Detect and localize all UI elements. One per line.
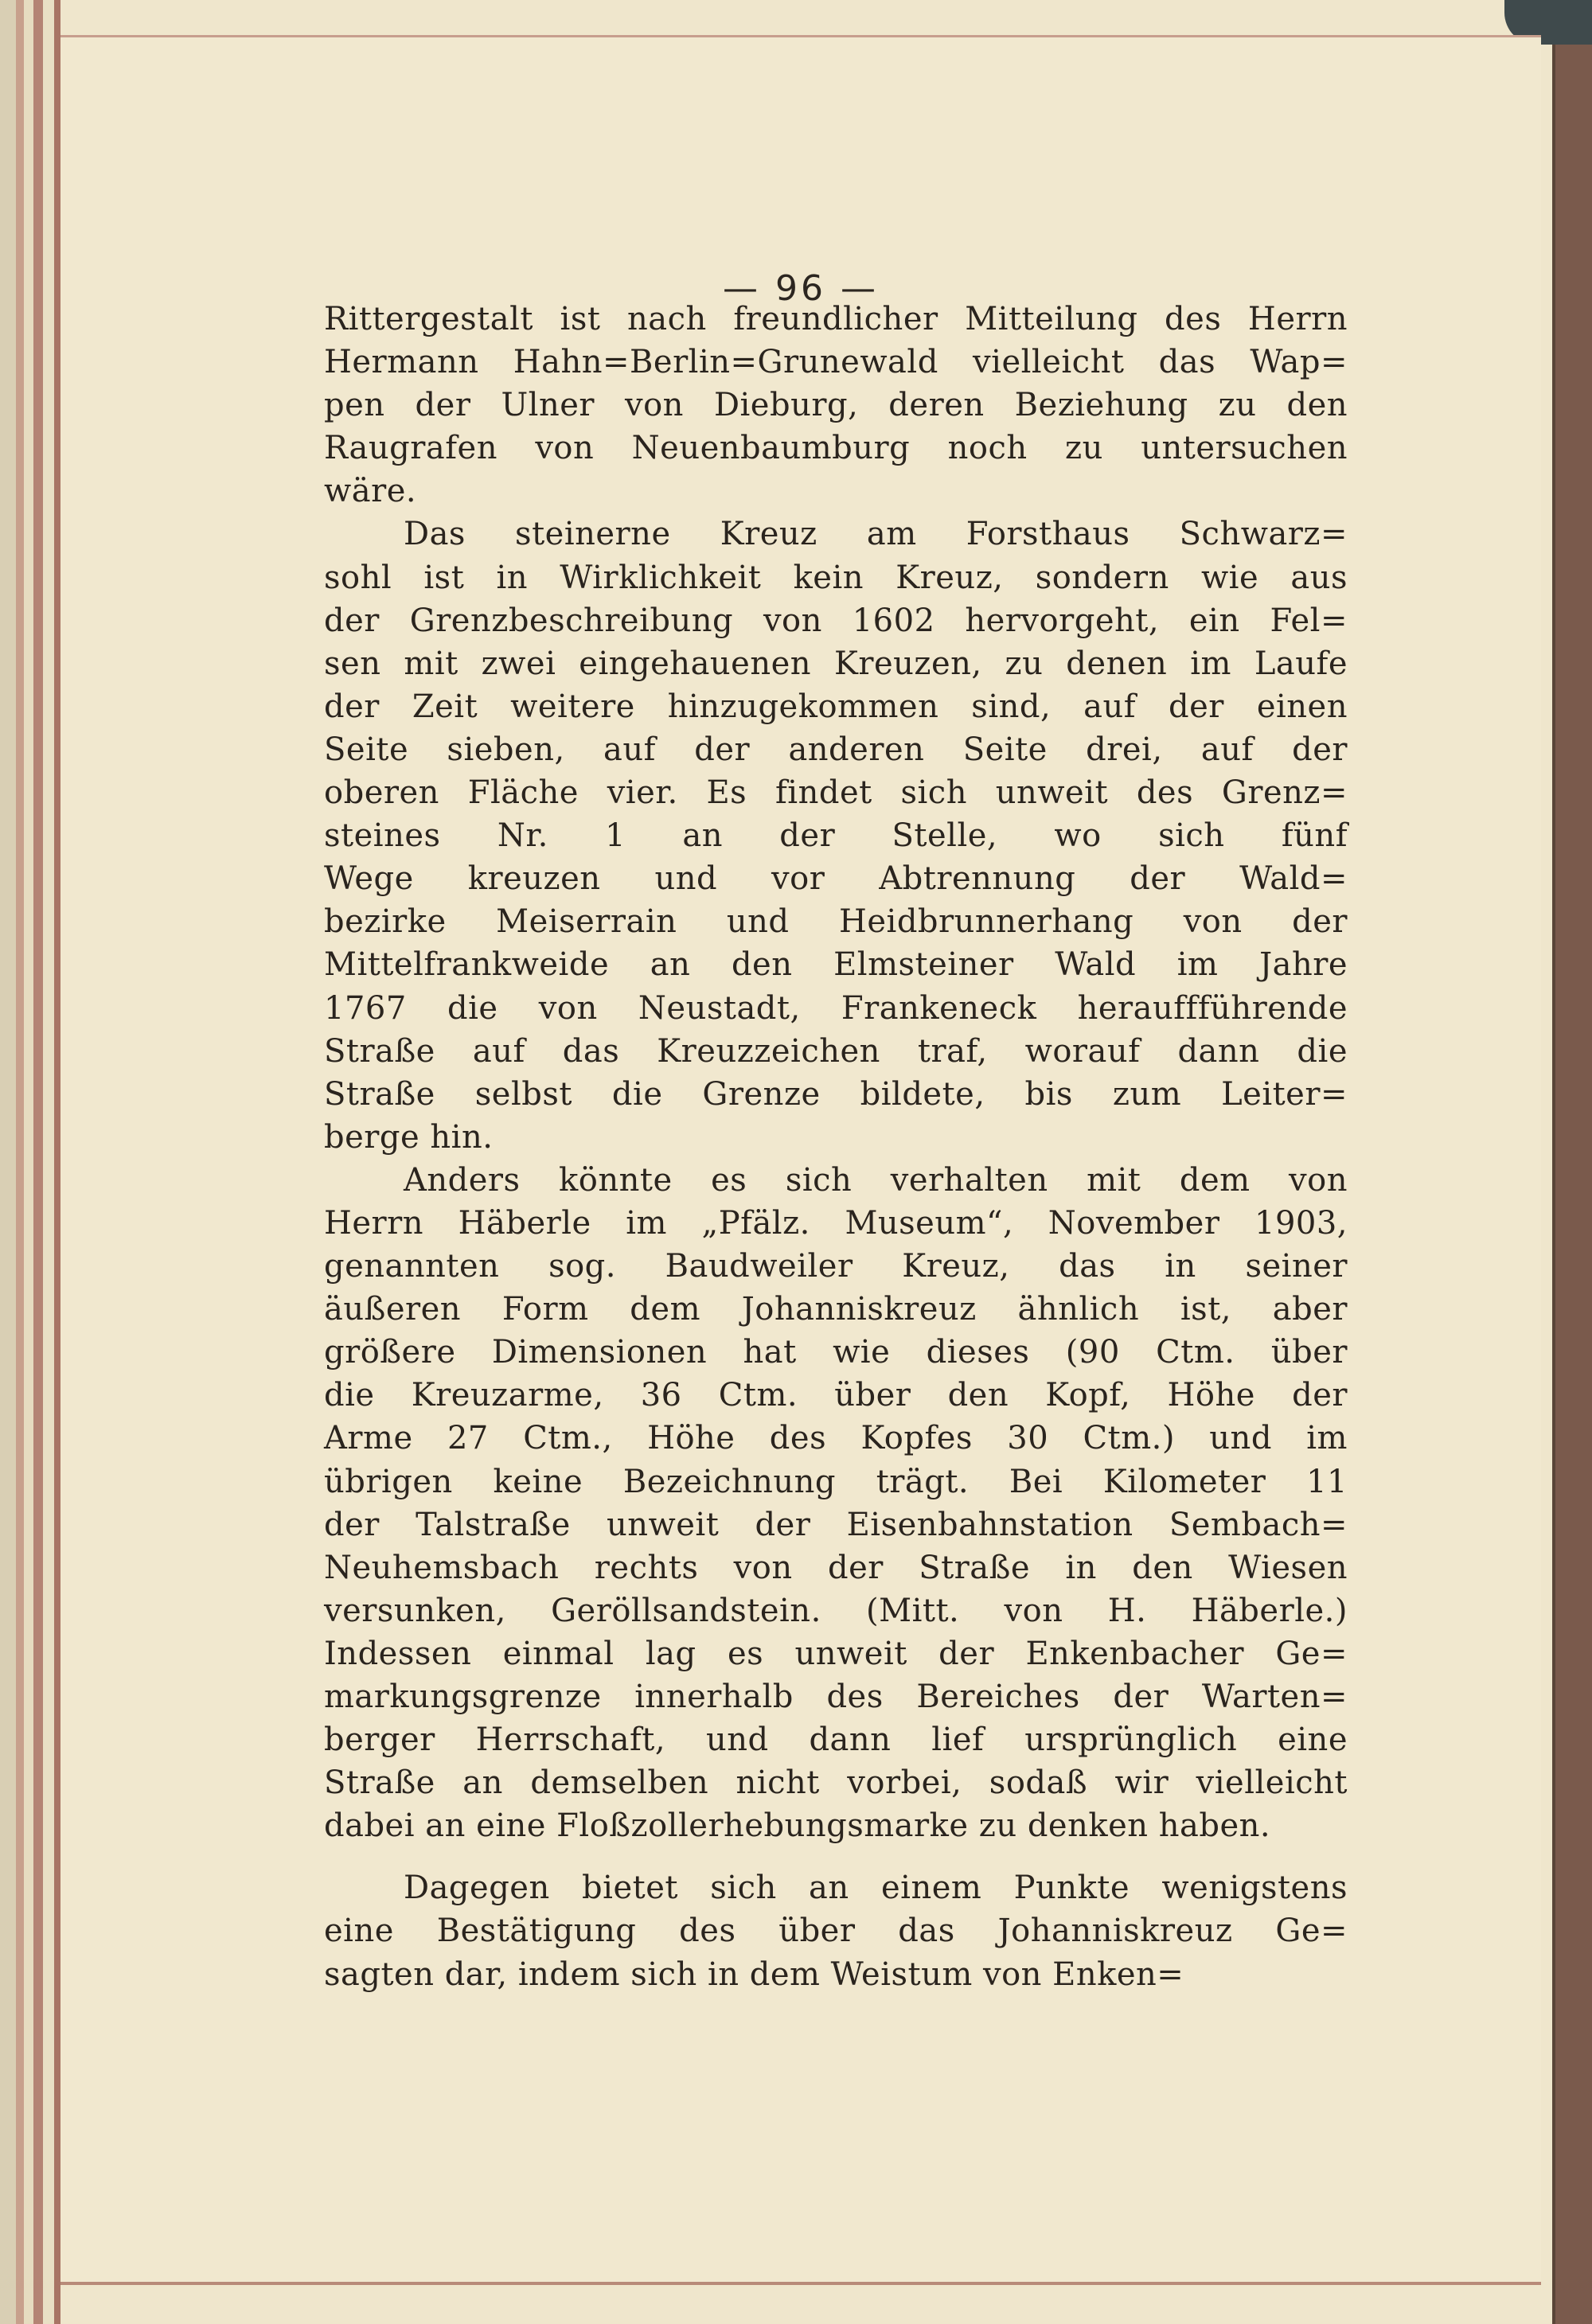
text-line: wäre. <box>324 473 417 510</box>
text-line: äußeren Form dem Johanniskreuz ähnlich ist, aber <box>324 1291 1348 1328</box>
book-edge-layer <box>16 0 24 2324</box>
paragraph <box>324 513 1348 1158</box>
text-line: der Grenzbeschreibung von 1602 hervorgeht, ein Fel= <box>324 602 1348 639</box>
book-edge-layer <box>43 0 54 2324</box>
text-line: genannten sog. Baudweiler Kreuz, das in seiner <box>324 1248 1348 1285</box>
text-line: 1767 die von Neustadt, Frankeneck herauffführende <box>324 989 1348 1027</box>
text-line: versunken, Geröllsandstein. (Mitt. von H. Häberle.) <box>324 1592 1348 1629</box>
paragraph <box>324 1159 1348 1848</box>
text-line: Raugrafen von Neuenbaumburg noch zu untersuchen <box>324 430 1348 467</box>
text-line: Straße an demselben nicht vorbei, sodaß wir vielleicht <box>324 1764 1348 1802</box>
body-text <box>324 298 1348 1996</box>
text-line: Indessen einmal lag es unweit der Enkenbacher Ge= <box>324 1635 1348 1672</box>
text-line: Hermann Hahn=Berlin=Grunewald vielleicht das Wap= <box>324 344 1348 381</box>
page-number: — 96 — <box>723 268 879 309</box>
text-line: steines Nr. 1 an der Stelle, wo sich fünf <box>324 817 1348 855</box>
text-line: Seite sieben, auf der anderen Seite drei, auf der <box>324 731 1348 768</box>
book-edge-layer <box>0 0 16 2324</box>
text-line: pen der Ulner von Dieburg, deren Beziehung zu den <box>324 387 1348 424</box>
text-line: Neuhemsbach rechts von der Straße in den Wiesen <box>324 1549 1348 1586</box>
text-line: Rittergestalt ist nach freundlicher Mitteilung des Herrn <box>324 301 1348 337</box>
book-cover-edge <box>1552 0 1592 2324</box>
paragraph <box>324 1866 1348 1995</box>
text-line: sohl ist in Wirklichkeit kein Kreuz, sondern wie aus <box>324 559 1348 596</box>
text-line: der Talstraße unweit der Eisenbahnstation Sembach= <box>324 1506 1348 1543</box>
text-line: Herrn Häberle im „Pfälz. Museum“, November 1903, <box>324 1204 1348 1242</box>
text-line: die Kreuzarme, 36 Ctm. über den Kopf, Höhe der <box>324 1377 1348 1414</box>
text-line: Wege kreuzen und vor Abtrennung der Wald= <box>324 860 1348 898</box>
text-line: Das steinerne Kreuz am Forsthaus Schwarz= <box>404 516 1348 553</box>
text-line: sen mit zwei eingehauenen Kreuzen, zu denen im Laufe <box>324 645 1348 682</box>
text-line: der Zeit weitere hinzugekommen sind, auf der einen <box>324 688 1348 725</box>
text-line: Anders könnte es sich verhalten mit dem von <box>404 1161 1348 1199</box>
text-line: oberen Fläche vier. Es findet sich unweit des Grenz= <box>324 774 1348 812</box>
text-line: Mittelfrankweide an den Elmsteiner Wald im Jahre <box>324 946 1348 984</box>
text-line: Straße auf das Kreuzzeichen traf, worauf dann die <box>324 1032 1348 1070</box>
text-line: eine Bestätigung des über das Johanniskreuz Ge= <box>324 1913 1348 1950</box>
text-line: Dagegen bietet sich an einem Punkte wenigstens <box>404 1870 1348 1907</box>
book-edge-layer <box>33 0 43 2324</box>
text-line: Arme 27 Ctm., Höhe des Kopfes 30 Ctm.) und im <box>324 1420 1348 1457</box>
text-line: sagten dar, indem sich in dem Weistum von Enken= <box>324 1956 1184 1993</box>
text-line: berge hin. <box>324 1118 494 1156</box>
text-line: größere Dimensionen hat wie dieses (90 Ctm. über <box>324 1334 1348 1371</box>
book-edge-layer <box>24 0 33 2324</box>
book-edge-layer <box>54 0 60 2324</box>
text-line: markungsgrenze innerhalb des Bereiches der Warten= <box>324 1679 1348 1715</box>
text-line: Straße selbst die Grenze bildete, bis zum Leiter= <box>324 1075 1348 1113</box>
paragraph <box>324 298 1348 513</box>
text-line: bezirke Meiserrain und Heidbrunnerhang von der <box>324 903 1348 941</box>
text-line: übrigen keine Bezeichnung trägt. Bei Kilometer 11 <box>324 1463 1348 1500</box>
paragraph-gap <box>324 1847 1348 1866</box>
text-line: berger Herrschaft, und dann lief ursprünglich eine <box>324 1722 1348 1759</box>
text-line: dabei an eine Floßzollerhebungsmarke zu denken haben. <box>324 1807 1271 1845</box>
